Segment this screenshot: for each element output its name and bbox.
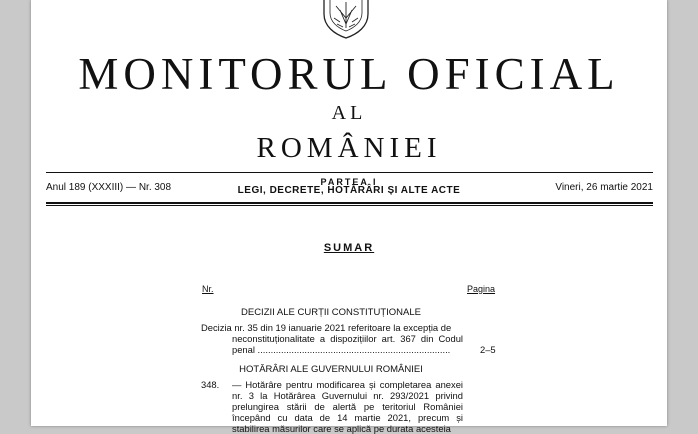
part-label: PARTEA I — [320, 177, 378, 187]
document-page — [31, 0, 667, 434]
masthead-country: ROMÂNIEI — [256, 132, 442, 164]
entry-text: — Hotărâre pentru modificarea și completarea anexei nr. 3 la Hotărârea Guvernului nr. 293/2021 privind prelungirea stării de alertă pe teritoriul României începând cu data de 14 martie 2021, precum și stabilirea măsurilor care se aplică pe durata acesteia — [232, 379, 463, 434]
column-header-page: Pagina — [467, 284, 496, 294]
summary-entry — [201, 379, 463, 434]
column-header-number: Nr. — [202, 284, 214, 294]
header-rule-bottom-thin — [46, 205, 653, 206]
entry-text-continuation: neconstituționalitate a dispozițiilor art. 367 din Codul penal .......................................................................... — [232, 333, 463, 355]
header-rule-top — [46, 172, 653, 173]
entry-number: 348. — [201, 379, 220, 390]
coat-of-arms-icon — [310, 0, 382, 38]
masthead-title: MONITORUL OFICIAL — [78, 49, 620, 99]
part-title: LEGI, DECRETE, HOTĂRÂRI ȘI ALTE ACTE — [237, 185, 461, 196]
summary-entry — [201, 322, 463, 355]
section-header-government: HOTĂRÂRI ALE GUVERNULUI ROMÂNIEI — [239, 364, 423, 375]
issue-date: Vineri, 26 martie 2021 — [555, 182, 653, 193]
section-header-constitutional-court: DECIZII ALE CURȚII CONSTITUȚIONALE — [241, 307, 421, 318]
entry-text-first-line: Decizia nr. 35 din 19 ianuarie 2021 referitoare la excepția de — [201, 322, 452, 333]
issue-info: Anul 189 (XXXIII) — Nr. 308 — [46, 182, 172, 193]
entry-pages: 2–5 — [480, 344, 496, 355]
header-rule-bottom — [46, 202, 653, 204]
summary-title: SUMAR — [323, 242, 375, 254]
masthead-subtitle: AL — [331, 102, 367, 124]
